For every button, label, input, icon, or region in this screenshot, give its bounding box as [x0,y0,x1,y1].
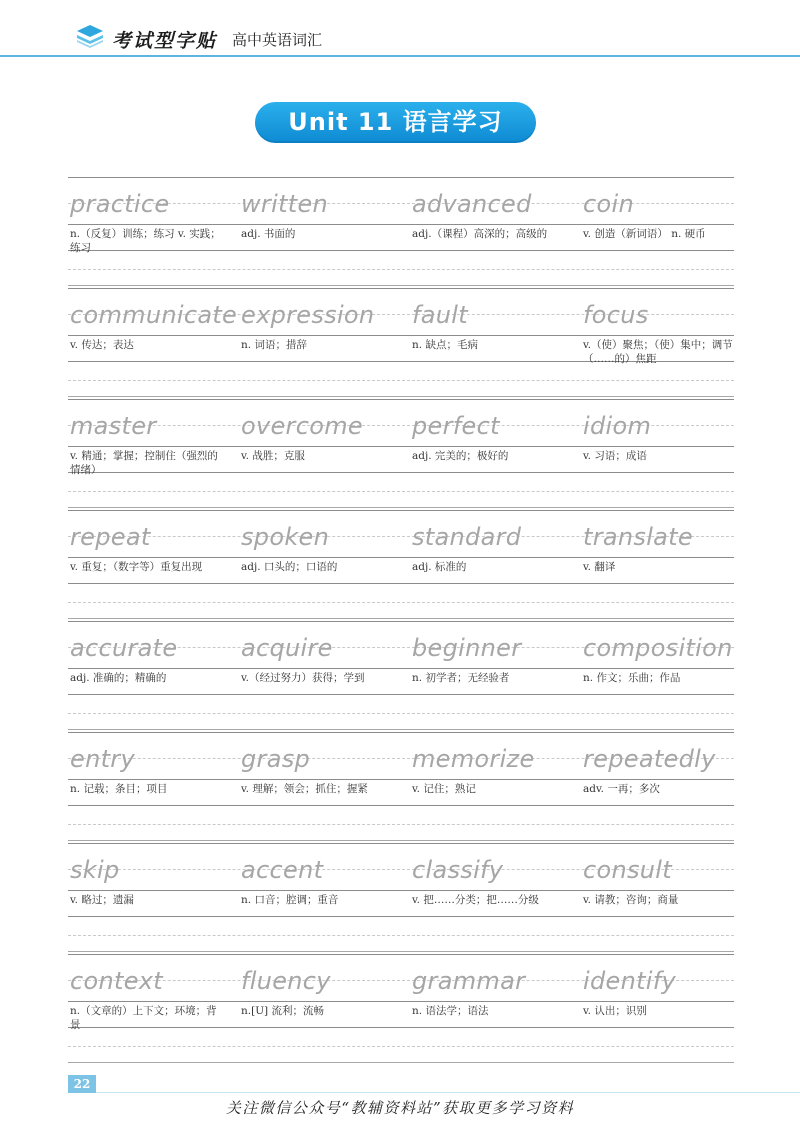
tracing-word: composition [583,634,733,662]
vocab-entry [410,621,570,695]
tracing-word: consult [583,856,672,884]
word-meaning: v. 认出；识别 [583,1005,647,1017]
vocab-entry [239,510,399,584]
page-number: 22 [68,1075,96,1093]
tracing-word: advanced [412,190,532,218]
ruled-line [68,602,734,603]
vocab-entry [410,843,570,917]
tracing-word: practice [70,190,170,218]
tracing-word: repeat [70,523,151,551]
vocab-entry [68,732,228,806]
word-meaning: adj. 标准的 [412,561,467,573]
tracing-word: spoken [241,523,330,551]
vocab-entry [239,399,399,473]
vocab-entry [581,954,741,1028]
ruled-line [68,618,734,619]
tracing-word: written [241,190,329,218]
vocab-entry [410,399,570,473]
vocab-entry [581,621,741,695]
tracing-word: accent [241,856,324,884]
vocab-row [68,732,734,843]
brand-name: 考试型字贴 [112,30,218,52]
ruled-line [68,285,734,286]
ruled-line [68,935,734,936]
unit-title: Unit 11 语言学习 [255,102,536,143]
tracing-word: standard [412,523,522,551]
tracing-word: fault [412,301,468,329]
tracing-word: repeatedly [583,745,716,773]
word-meaning: v. 习语；成语 [583,450,647,462]
ruled-line [68,396,734,397]
vocab-entry [239,288,399,362]
word-meaning: v.（经过努力）获得；学到 [241,672,365,684]
tracing-word: fluency [241,967,331,995]
word-meaning: n. 初学者；无经验者 [412,672,510,684]
word-meaning: adj. 完美的；极好的 [412,450,509,462]
word-meaning: n.[U] 流利；流畅 [241,1005,324,1017]
ruled-line [68,507,734,508]
stacked-books-icon [75,22,105,48]
tracing-word: translate [583,523,693,551]
tracing-word: memorize [412,745,535,773]
word-meaning: adj. 书面的 [241,228,296,240]
word-meaning: v. 传达；表达 [70,339,134,351]
tracing-word: identify [583,967,677,995]
tracing-word: perfect [412,412,500,440]
tracing-word: expression [241,301,375,329]
tracing-word: accurate [70,634,178,662]
word-meaning: v. 请教；咨询；商量 [583,894,679,906]
vocab-entry [581,177,741,251]
word-meaning: v. 精通；掌握；控制住（强烈的情绪） [70,450,218,476]
vocab-entry [239,732,399,806]
vocab-entry [410,510,570,584]
vocab-entry [581,732,741,806]
tracing-word: coin [583,190,634,218]
word-meaning: v. 把……分类；把……分级 [412,894,539,906]
word-meaning: v. 重复；（数字等）重复出现 [70,561,203,573]
vocab-entry [239,954,399,1028]
word-meaning: v. 略过；遗漏 [70,894,134,906]
vocab-entry [410,732,570,806]
page-header [0,0,800,60]
tracing-word: master [70,412,157,440]
word-meaning: n. 作文；乐曲；作品 [583,672,681,684]
word-meaning: n. 词语；措辞 [241,339,307,351]
word-meaning: n.（反复）训练；练习 v. 实践；练习 [70,228,221,254]
vocab-entry [239,621,399,695]
word-meaning: adv. 一再；多次 [583,783,660,795]
vocab-entry [68,843,228,917]
word-meaning: v. 翻译 [583,561,616,573]
vocab-entry [68,510,228,584]
word-meaning: n. 记载；条目；项目 [70,783,168,795]
word-meaning: v. 创造（新词语） n. 硬币 [583,228,706,240]
tracing-word: context [70,967,163,995]
word-meaning: adj.（课程）高深的；高级的 [412,228,548,240]
vocab-entry [410,177,570,251]
vocab-entry [410,288,570,362]
ruled-line [68,1046,734,1047]
ruled-line [68,824,734,825]
word-meaning: v. 理解；领会；抓住；握紧 [241,783,368,795]
vocab-row [68,954,734,1065]
ruled-line [68,951,734,952]
vocab-entry [68,954,228,1031]
vocab-row [68,843,734,954]
word-meaning: v. 记住；熟记 [412,783,476,795]
tracing-word: skip [70,856,120,884]
ruled-line [68,840,734,841]
ruled-line [68,269,734,270]
vocab-entry [239,843,399,917]
word-meaning: n.（文章的）上下文；环境；背景 [70,1005,217,1031]
word-meaning: n. 语法学；语法 [412,1005,489,1017]
vocab-entry [68,399,228,476]
ruled-line [68,713,734,714]
tracing-word: idiom [583,412,652,440]
ruled-line [68,729,734,730]
ruled-line [68,491,734,492]
vocab-entry [581,510,741,584]
tracing-word: grasp [241,745,311,773]
word-meaning: v.（使）聚焦；（使）集中；调节（……的）焦距 [583,339,733,365]
word-meaning: n. 缺点；毛病 [412,339,478,351]
word-meaning: adj. 口头的；口语的 [241,561,338,573]
footer-divider [96,1092,800,1093]
word-meaning: n. 口音；腔调；重音 [241,894,339,906]
tracing-word: overcome [241,412,363,440]
ruled-line [68,380,734,381]
footer-note: 关注微信公众号“教辅资料站”获取更多学习资料 [225,1099,575,1117]
tracing-word: acquire [241,634,333,662]
vocab-row [68,621,734,732]
vocab-entry [239,177,399,251]
vocab-row [68,510,734,621]
ruled-line [68,1062,734,1063]
tracing-word: entry [70,745,135,773]
vocab-entry [581,843,741,917]
vocab-entry [410,954,570,1028]
vocab-row [68,288,734,399]
vocab-entry [68,177,228,254]
header-divider [0,55,800,57]
vocab-entry [68,288,238,362]
word-meaning: adj. 准确的；精确的 [70,672,167,684]
vocab-entry [68,621,228,695]
header-subtitle: 高中英语词汇 [232,31,323,49]
vocab-row [68,399,734,510]
word-meaning: v. 战胜；克服 [241,450,305,462]
tracing-word: grammar [412,967,526,995]
vocab-entry [581,288,741,365]
vocab-row [68,177,734,288]
tracing-word: beginner [412,634,522,662]
tracing-word: classify [412,856,504,884]
tracing-word: focus [583,301,649,329]
tracing-word: communicate [70,301,238,329]
vocab-entry [581,399,741,473]
